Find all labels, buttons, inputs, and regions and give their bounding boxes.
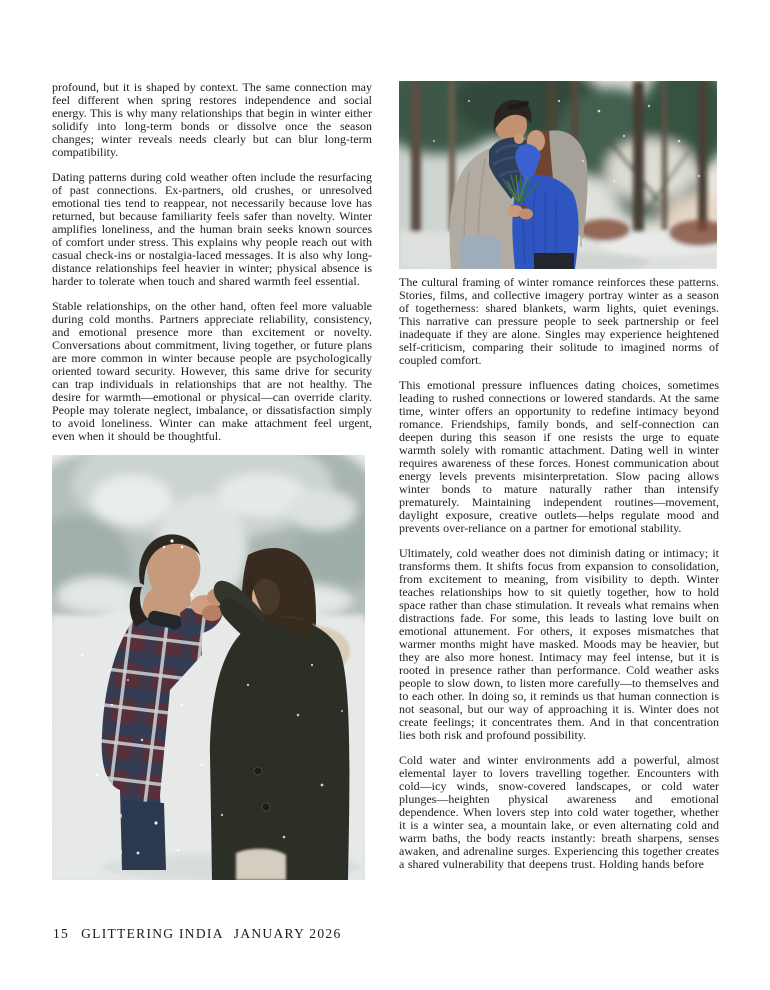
couple-kissing-winter-forest-photo: [399, 81, 719, 269]
page-footer: [53, 926, 342, 942]
body-paragraph: This emotional pressure influences dating choices, sometimes leading to rushed connections or lowered standards. At the same time, winter offers an opportunity to redefine intimacy beyond romance. Friendships, family bonds, and self-connection can deepen during this season if one resists the urge to equate warmth solely with romantic attachment. Dating well in winter requires awareness of these forces. Honest communication about energy levels prevents misinterpretation. Slow pacing allows winter bonds to mature naturally rather than intensify prematurely. Maintaining independent routines—movement, daylight exposure, creative outlets—helps regulate mood and prevents over-reliance on a partner for emotional stability.: [399, 378, 719, 535]
couple-warming-hands-snow-photo: [52, 455, 372, 880]
body-paragraph: Ultimately, cold weather does not diminish dating or intimacy; it transforms them. It shifts focus from expansion to consolidation, from excitement to meaning, from visibility to depth. Winter teaches relationships how to sit quietly together, how to hold space rather than chase stimulation. It reveals what remains when distractions fade. For some, this leads to lasting love built on emotional attunement. For others, it exposes mismatches that warmer months might have masked. Moods may be heavier, but they are also more honest. Intimacy may feel intense, but it is rooted in presence rather than performance. Cold weather asks people to slow down, to listen more carefully—to themselves and to each other. In doing so, it reminds us that human connection is not seasonal, but our way of approaching it is. Winter does not create feelings; it concentrates them. And in that concentration lies both risk and profound possibility.: [399, 546, 719, 742]
body-paragraph: Cold water and winter environments add a powerful, almost elemental layer to lovers travelling together. Encounters with cold—icy winds, snow-covered landscapes, or cold water plunges—heighten physical awareness and emotional dependence. When lovers step into cold water together, whether it is a winter sea, a mountain lake, or even alternating cold and warm baths, the body reacts instantly: breath sharpens, senses awaken, and adrenaline surges. Experiencing this together creates a shared vulnerability that deepens trust. Holding hands before: [399, 753, 719, 871]
issue-date: JANUARY 2026: [233, 926, 342, 941]
two-column-layout: [52, 81, 719, 883]
body-paragraph: profound, but it is shaped by context. The same connection may feel different when spring restores independence and social energy. This is why many relationships that begin in winter either solidify into long-term bonds or dissolve once the season changes; winter reveals needs clearly but can blur long-term compatibility.: [52, 80, 372, 159]
body-paragraph: Dating patterns during cold weather often include the resurfacing of past connections. Ex-partners, old crushes, or unresolved emotional ties tend to reappear, not necessarily because love has returned, but because familiarity feels safer than novelty. Winter amplifies loneliness, and the human brain seeks known sources of comfort under stress. This explains why people reach out with casual check-ins or nostalgia-laced messages. It is also why long-distance relationships feel heavier in winter; physical absence is harder to tolerate when touch and shared warmth feel essential.: [52, 170, 372, 288]
page-number: 15: [53, 926, 70, 941]
right-column: [399, 81, 719, 883]
left-column: [52, 81, 372, 883]
body-paragraph: Stable relationships, on the other hand, often feel more valuable during cold months. Partners appreciate reliability, consistency, and emotional presence more than excitement or novelty. Conversations about commitment, living together, or future plans are more common in winter because people are psychologically oriented toward security. However, this same drive for security can trap individuals in relationships that are not healthy. The desire for warmth—emotional or physical—can override clarity. People may tolerate neglect, imbalance, or dissatisfaction simply to avoid loneliness. Winter can make attachment feel urgent, even when it should be thoughtful.: [52, 299, 372, 443]
body-paragraph: The cultural framing of winter romance reinforces these patterns. Stories, films, and collective imagery portray winter as a season of togetherness: shared blankets, warm lights, quiet evenings. This narrative can pressure people to seek partnership or feel inadequate if they are alone. Singles may experience heightened self-criticism, comparing their solitude to imagined norms of coupled comfort.: [399, 275, 719, 367]
magazine-title: GLITTERING INDIA: [81, 926, 224, 941]
